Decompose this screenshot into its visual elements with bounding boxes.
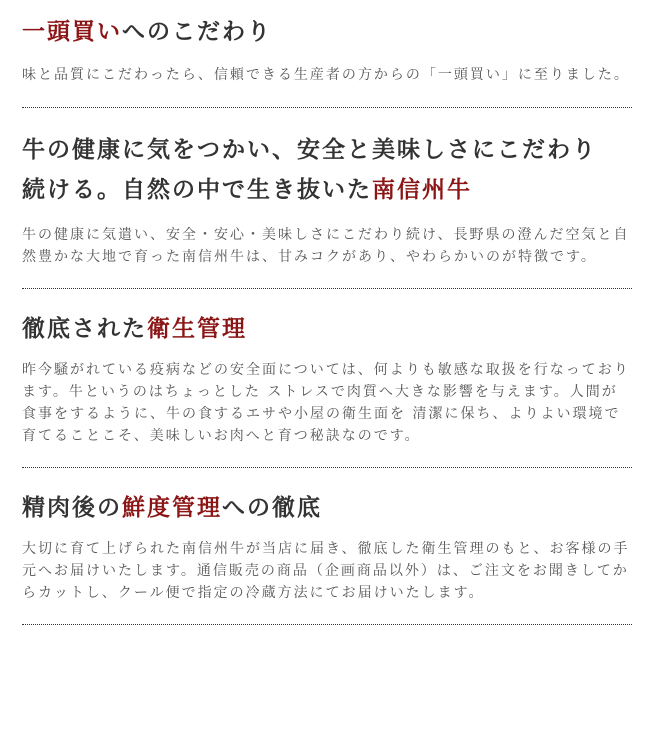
page-content [22,0,632,625]
section-body: 昨今騒がれている疫病などの安全面については、何よりも敏感な取扱を行なっております。牛というのはちょっとした ストレスで肉質へ大きな影響を与えます。人間が食事をするように、牛の食するエサや小屋の衛生面を 清潔に保ち、よりよい環境で育てることこそ、美味しいお肉へと育つ秘訣なのです。 [22,362,630,444]
heading-text: 徹底された [22,316,147,342]
section-heading [22,130,632,210]
dotted-divider [22,288,632,289]
section-freshness-management [22,492,632,625]
section-body: 牛の健康に気遣い、安全・安心・美味しさにこだわり続け、長野県の澄んだ空気と自然豊かな大地で育った南信州牛は、甘みコクがあり、やわらかいのが特徴です。 [22,227,630,265]
heading-line-2: 続ける。自然の中で生き抜いた [22,177,372,203]
section-body: 大切に育て上げられた南信州牛が当店に届き、徹底した衛生管理のもと、お客様の手元へお届けいたします。通信販売の商品（企画商品以外）は、ご注文をお聞きしてからカットし、クール便で指定の冷蔵方法にてお届けいたします。 [22,541,630,601]
section-hygiene-management [22,313,632,468]
heading-accent: 一頭買い [22,19,122,45]
section-body: 味と品質にこだわったら、信頼できる生産者の方からの「一頭買い」に至りました。 [22,67,630,83]
section-heading [22,313,632,345]
heading-accent: 衛生管理 [147,316,247,342]
heading-text: 精肉後の [22,495,122,521]
heading-text: へのこだわり [122,19,272,45]
section-heading [22,492,632,524]
dotted-divider [22,107,632,108]
heading-text-tail: への徹底 [222,495,322,521]
dotted-divider [22,467,632,468]
section-whole-cow-purchase [22,0,632,108]
heading-accent: 南信州牛 [372,177,472,203]
section-cattle-health [22,130,632,289]
heading-line-1: 牛の健康に気をつかい、安全と美味しさにこだわり [22,137,597,163]
dotted-divider [22,624,632,625]
section-heading [22,0,632,48]
heading-accent: 鮮度管理 [122,495,222,521]
